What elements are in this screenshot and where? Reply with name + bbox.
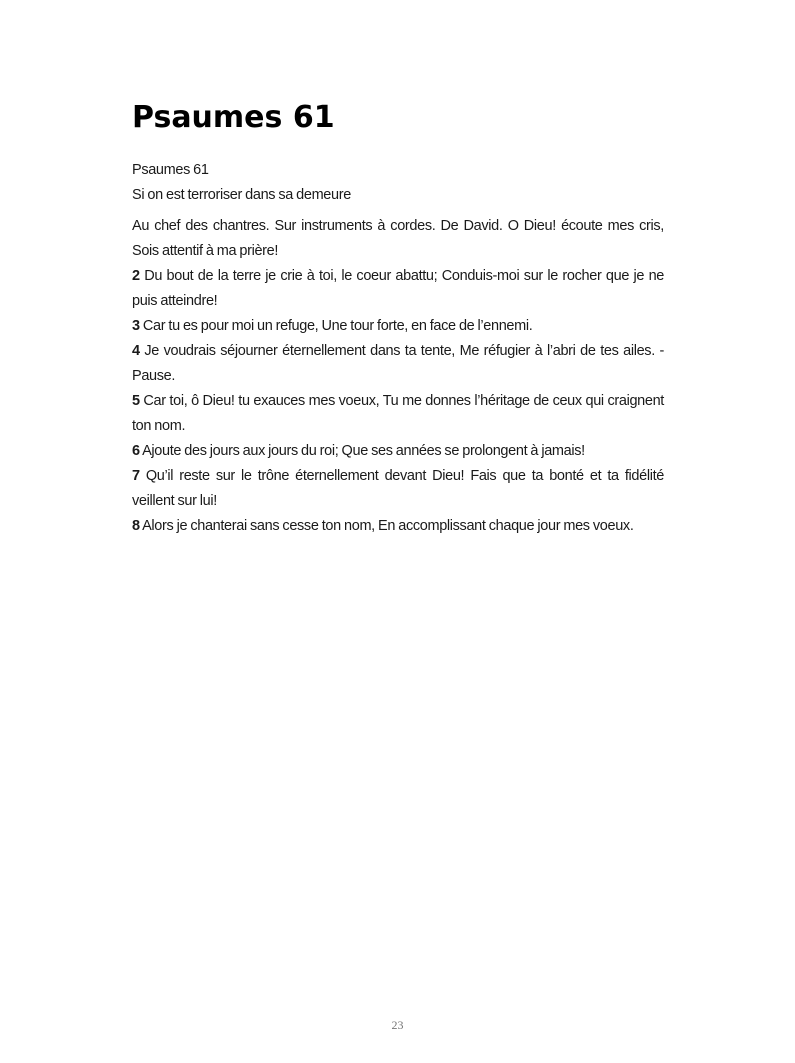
- verse-8: [132, 514, 664, 539]
- verse-number: 6: [132, 443, 140, 459]
- verse-number: 2: [132, 268, 140, 284]
- chapter-reference: Psaumes 61: [132, 162, 209, 178]
- chapter-subtitle: Si on est terroriser dans sa demeure: [132, 187, 351, 203]
- page-number: 23: [391, 1018, 404, 1032]
- verse-list: [132, 214, 664, 539]
- verse-7: [132, 464, 664, 514]
- chapter-header: [132, 158, 664, 208]
- verse-5: [132, 389, 664, 439]
- verse-text: Je voudrais séjourner éternellement dans ta tente, Me réfugier à l’abri de tes ailes. -Pause.: [132, 343, 664, 384]
- verse-number: 3: [132, 318, 140, 334]
- verse-number: 8: [132, 518, 140, 534]
- verse-number: 7: [132, 468, 140, 484]
- verse-3: [132, 314, 664, 339]
- page-title: Psaumes 61: [132, 100, 335, 135]
- verse-text: Qu’il reste sur le trône éternellement devant Dieu! Fais que ta bonté et ta fidélité veillent sur lui!: [132, 468, 664, 509]
- verse-1: [132, 214, 664, 264]
- verse-number: 5: [132, 393, 140, 409]
- document-body: [132, 158, 664, 539]
- verse-2: [132, 264, 664, 314]
- verse-text: Ajoute des jours aux jours du roi; Que ses années se prolongent à jamais!: [142, 443, 585, 459]
- verse-text: Car toi, ô Dieu! tu exauces mes voeux, Tu me donnes l’héritage de ceux qui craignent ton nom.: [132, 393, 664, 434]
- verse-text: Au chef des chantres. Sur instruments à cordes. De David. O Dieu! écoute mes cris, Sois attentif à ma prière!: [132, 218, 664, 259]
- verse-text: Car tu es pour moi un refuge, Une tour forte, en face de l’ennemi.: [142, 318, 533, 334]
- verse-number: 4: [132, 343, 140, 359]
- verse-6: [132, 439, 664, 464]
- verse-text: Du bout de la terre je crie à toi, le coeur abattu; Conduis-moi sur le rocher que je ne puis atteindre!: [132, 268, 664, 309]
- verse-4: [132, 339, 664, 389]
- verse-text: Alors je chanterai sans cesse ton nom, En accomplissant chaque jour mes voeux.: [142, 518, 634, 534]
